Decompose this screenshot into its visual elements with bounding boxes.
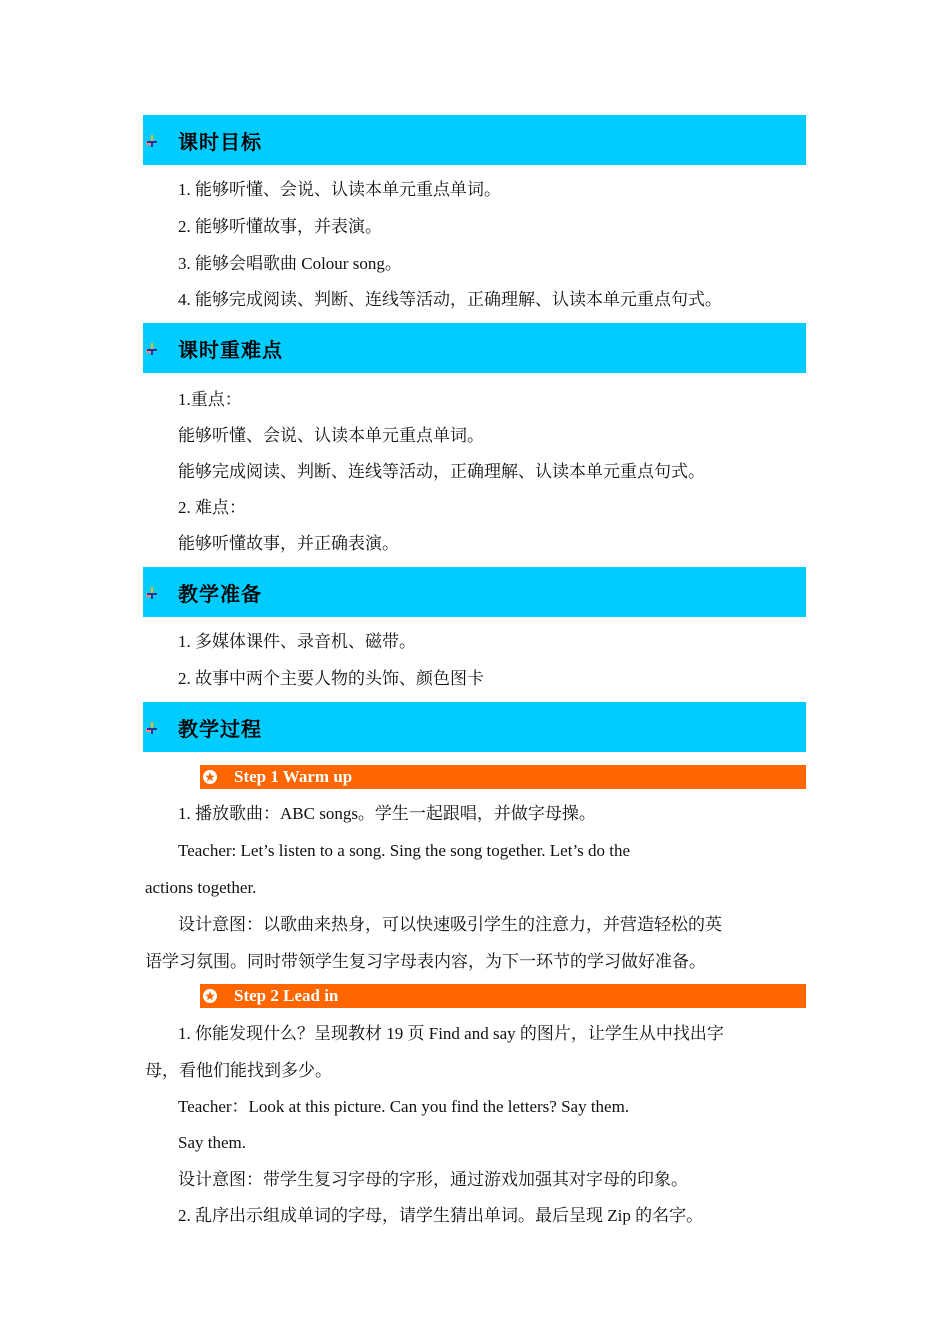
text-line: 设计意图：带学生复习字母的字形，通过游戏加强其对字母的印象。 bbox=[178, 1170, 688, 1189]
bullet-icon bbox=[146, 722, 158, 734]
text-line: 1. 能够听懂、会说、认读本单元重点单词。 bbox=[178, 180, 501, 199]
bullet-icon bbox=[146, 343, 158, 355]
section-header-preparation bbox=[143, 567, 806, 617]
bullet-icon bbox=[146, 587, 158, 599]
text-line: 语学习氛围。同时带领学生复习字母表内容，为下一环节的学习做好准备。 bbox=[145, 952, 706, 971]
step-title: Step 2 Lead in bbox=[234, 986, 339, 1005]
text-line: 能够完成阅读、判断、连线等活动，正确理解、认读本单元重点句式。 bbox=[178, 462, 705, 481]
text-line: 2. 能够听懂故事，并表演。 bbox=[178, 217, 382, 236]
text-line: 4. 能够完成阅读、判断、连线等活动，正确理解、认读本单元重点句式。 bbox=[178, 290, 722, 309]
section-header-key-points bbox=[143, 323, 806, 373]
text-line: 1. 你能发现什么？呈现教材 19 页 Find and say 的图片，让学生从中找出字 bbox=[178, 1024, 724, 1043]
section-title: 课时重难点 bbox=[178, 337, 283, 362]
text-line: 能够听懂故事，并正确表演。 bbox=[178, 534, 399, 553]
text-line: 设计意图：以歌曲来热身，可以快速吸引学生的注意力，并营造轻松的英 bbox=[178, 915, 722, 934]
section-title: 教学过程 bbox=[178, 716, 262, 741]
text-line: 3. 能够会唱歌曲 Colour song。 bbox=[178, 254, 402, 273]
text-line: Say them. bbox=[178, 1133, 246, 1152]
bullet-icon bbox=[146, 135, 158, 147]
text-line: Teacher: Let’s listen to a song. Sing the song together. Let’s do the bbox=[178, 841, 631, 860]
section-header-objectives bbox=[143, 115, 806, 165]
section-title: 课时目标 bbox=[178, 129, 262, 154]
section-header-process bbox=[143, 702, 806, 752]
star-circle-icon bbox=[202, 988, 218, 1004]
text-line: 能够听懂、会说、认读本单元重点单词。 bbox=[178, 426, 484, 445]
text-line: actions together. bbox=[145, 878, 257, 897]
text-line: 1.重点： bbox=[178, 390, 242, 409]
text-line: 1. 多媒体课件、录音机、磁带。 bbox=[178, 632, 416, 651]
text-line: 2. 难点： bbox=[178, 498, 246, 517]
star-circle-icon bbox=[202, 769, 218, 785]
step-header-lead-in bbox=[200, 984, 806, 1008]
step-title: Step 1 Warm up bbox=[234, 767, 353, 786]
text-line: Teacher：Look at this picture. Can you find the letters? Say them. bbox=[178, 1097, 630, 1116]
text-line: 2. 乱序出示组成单词的字母，请学生猜出单词。最后呈现 Zip 的名字。 bbox=[178, 1206, 704, 1225]
section-title: 教学准备 bbox=[178, 581, 262, 606]
text-line: 母，看他们能找到多少。 bbox=[145, 1061, 332, 1080]
text-line: 2. 故事中两个主要人物的头饰、颜色图卡 bbox=[178, 669, 484, 688]
step-header-warm-up bbox=[200, 765, 806, 789]
text-line: 1. 播放歌曲：ABC songs。学生一起跟唱，并做字母操。 bbox=[178, 804, 596, 823]
